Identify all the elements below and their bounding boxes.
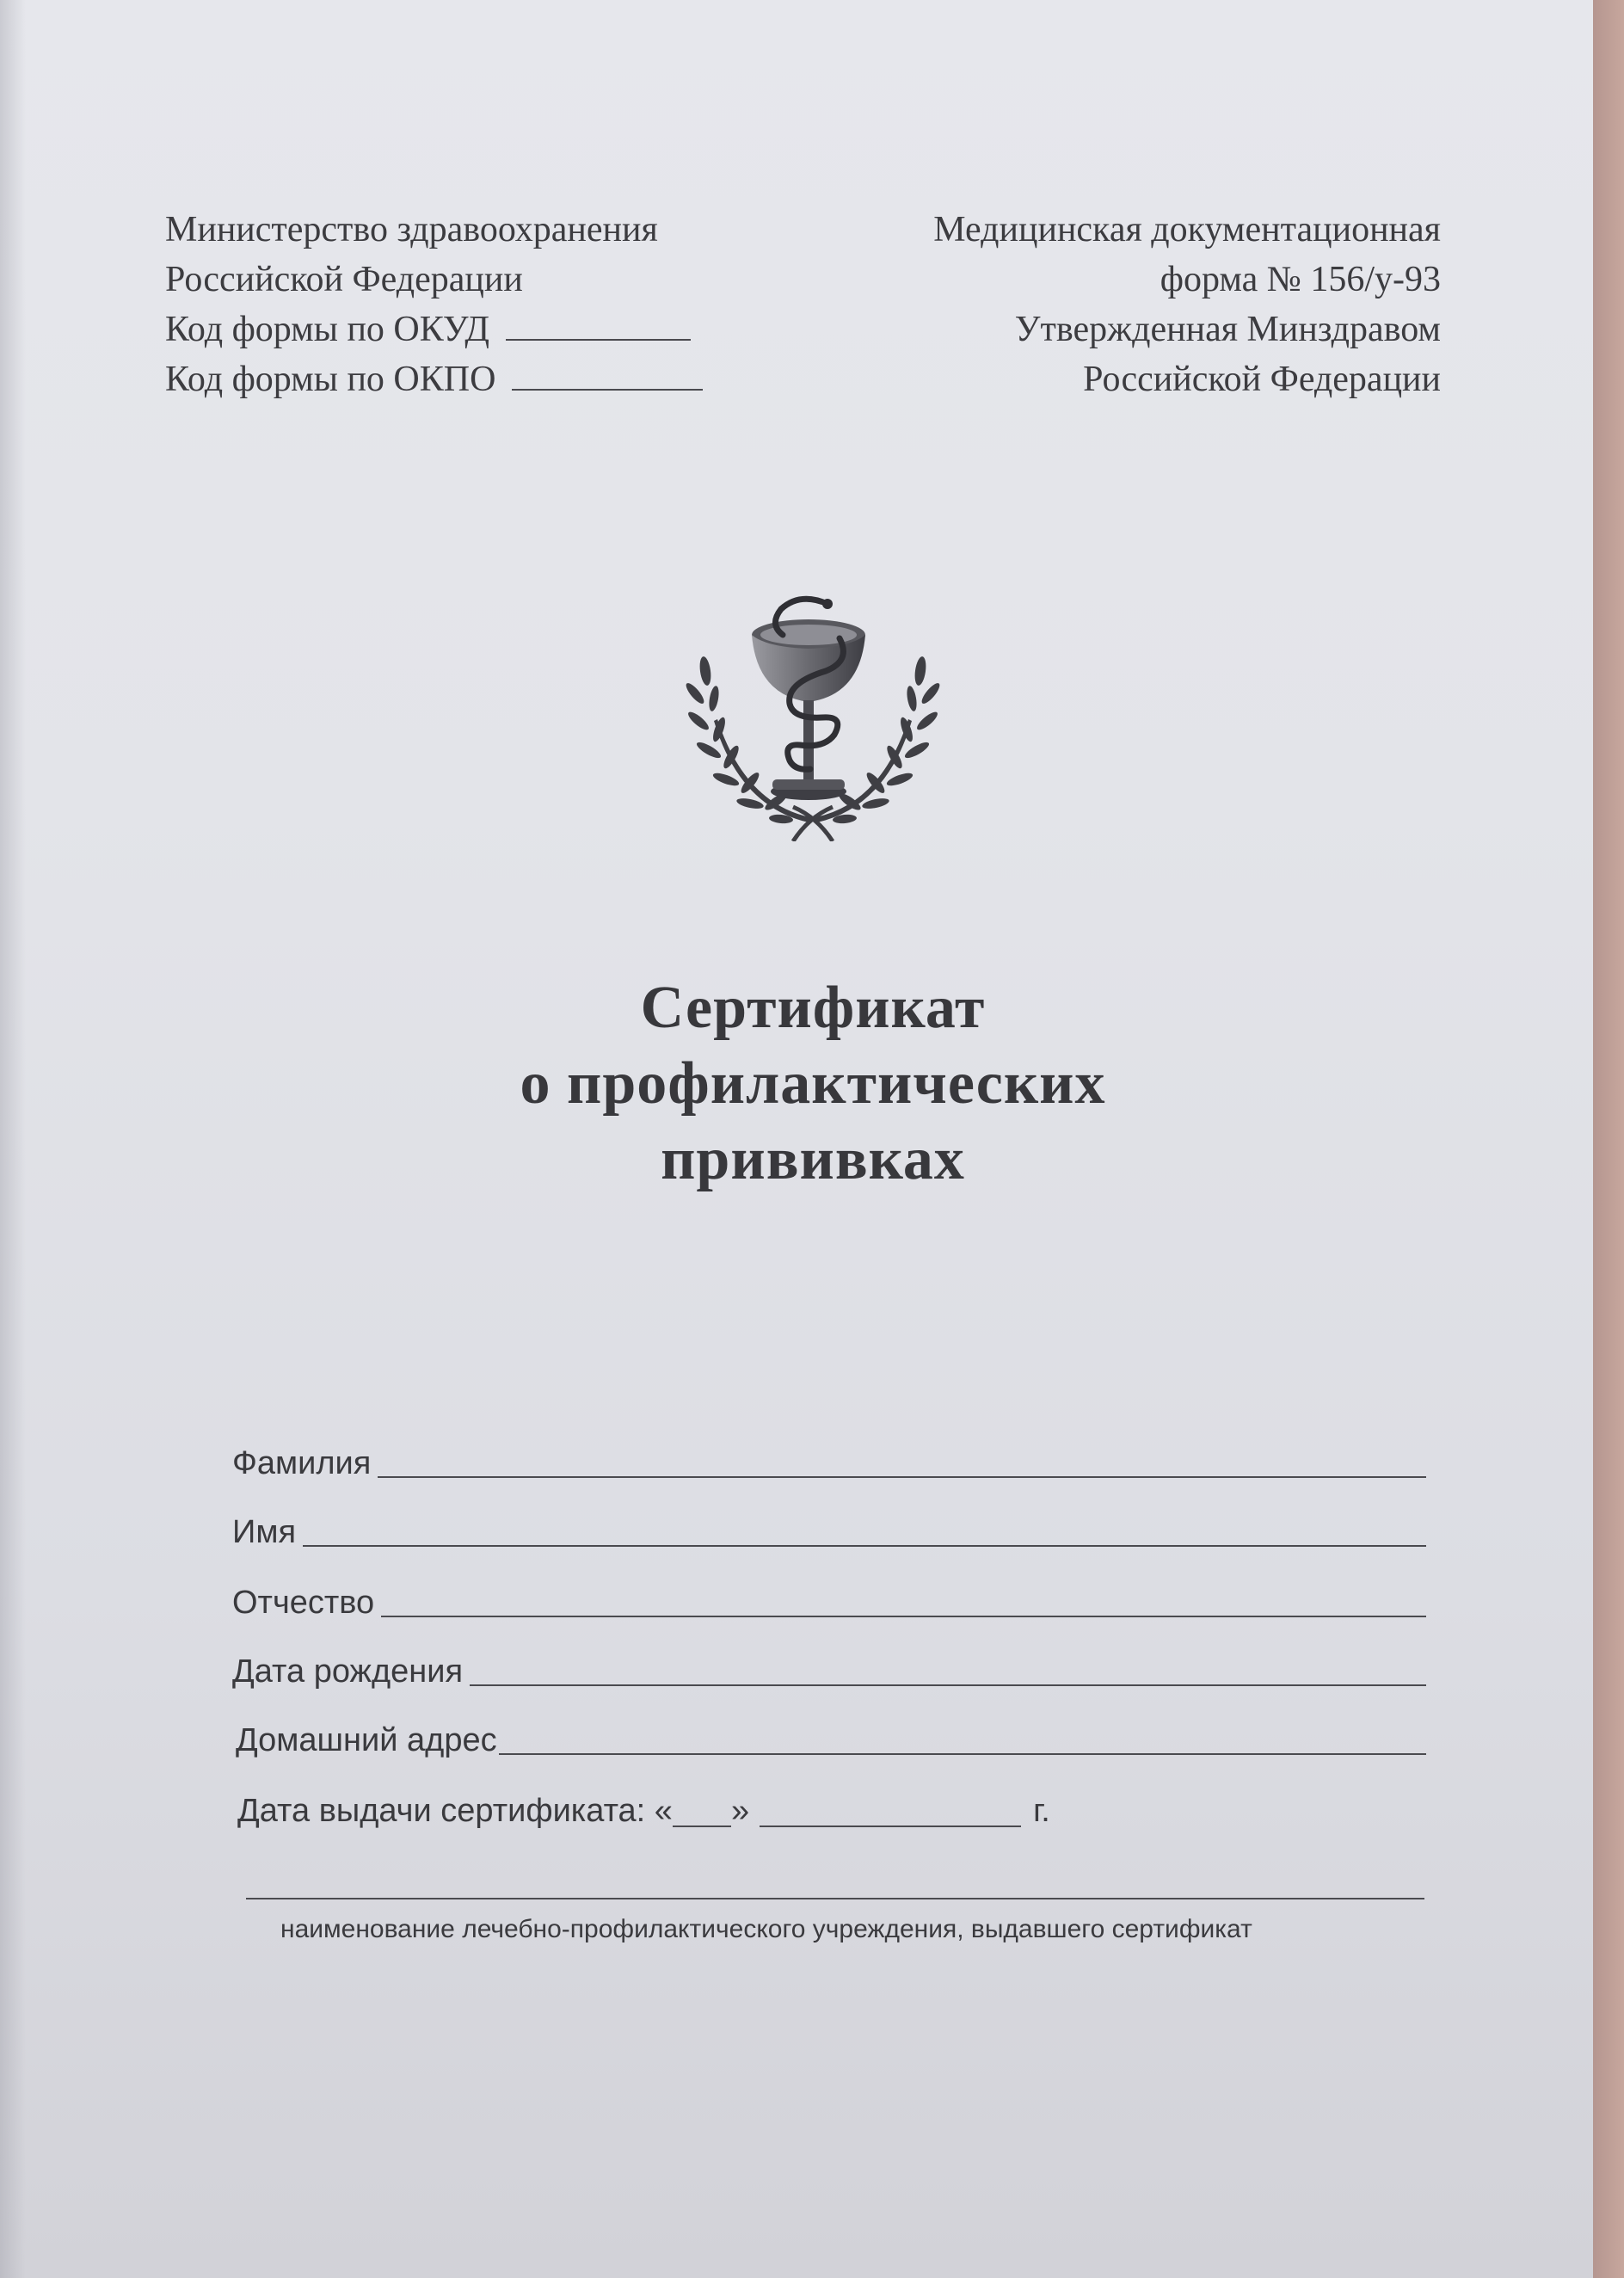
institution-caption: наименование лечебно-профилактического учреждения, выдавшего сертификат bbox=[280, 1915, 1252, 1943]
okud-code-blank bbox=[506, 306, 691, 341]
form-number: форма № 156/у-93 bbox=[1160, 260, 1441, 299]
institution-line[interactable] bbox=[246, 1898, 1424, 1899]
issue-date-quote-close: » bbox=[730, 1793, 750, 1829]
title-line-2: о профилактических bbox=[520, 1050, 1106, 1117]
issue-month-year-blank[interactable] bbox=[760, 1795, 1021, 1827]
okud-code-label: Код формы по ОКУД bbox=[165, 310, 490, 349]
issue-date-field[interactable] bbox=[237, 1791, 1050, 1831]
patronymic-label: Отчество bbox=[232, 1585, 375, 1621]
approved-federation: Российской Федерации bbox=[1083, 360, 1441, 399]
issue-date-label: Дата выдачи сертификата: « bbox=[237, 1793, 673, 1829]
bowl-of-hygieia-icon bbox=[680, 592, 946, 841]
form-line-1: Медицинская документационная bbox=[933, 210, 1441, 249]
header-left bbox=[165, 205, 819, 404]
issue-day-blank[interactable] bbox=[673, 1795, 731, 1827]
okpo-code-label: Код формы по ОКПО bbox=[165, 360, 496, 399]
name-label: Имя bbox=[232, 1514, 297, 1550]
address-label: Домашний адрес bbox=[236, 1722, 497, 1758]
surname-label: Фамилия bbox=[232, 1445, 372, 1481]
title-line-1: Сертификат bbox=[640, 975, 986, 1041]
birth-date-line[interactable] bbox=[470, 1684, 1426, 1686]
name-field[interactable] bbox=[232, 1512, 1426, 1552]
header-right bbox=[826, 205, 1441, 404]
title-line-3: прививках bbox=[661, 1126, 965, 1192]
patronymic-field[interactable] bbox=[232, 1583, 1426, 1622]
name-line[interactable] bbox=[303, 1545, 1426, 1547]
cup-icon bbox=[752, 619, 865, 800]
ministry-line-2: Российской Федерации bbox=[165, 260, 523, 299]
approved-line: Утвержденная Минздравом bbox=[1014, 310, 1441, 349]
surname-field[interactable] bbox=[232, 1444, 1426, 1483]
okpo-code-blank bbox=[512, 356, 703, 391]
page-title bbox=[258, 970, 1368, 1197]
birth-date-label: Дата рождения bbox=[232, 1653, 464, 1690]
issue-year-suffix: г. bbox=[1033, 1793, 1050, 1829]
surname-line[interactable] bbox=[378, 1476, 1426, 1478]
table-background bbox=[1593, 0, 1624, 2278]
okud-code-row bbox=[165, 305, 819, 354]
address-line[interactable] bbox=[499, 1753, 1426, 1755]
ministry-line-1: Министерство здравоохранения bbox=[165, 210, 658, 249]
patronymic-line[interactable] bbox=[381, 1616, 1426, 1617]
okpo-code-row bbox=[165, 354, 819, 404]
birth-date-field[interactable] bbox=[232, 1652, 1426, 1691]
address-field[interactable] bbox=[236, 1721, 1426, 1760]
